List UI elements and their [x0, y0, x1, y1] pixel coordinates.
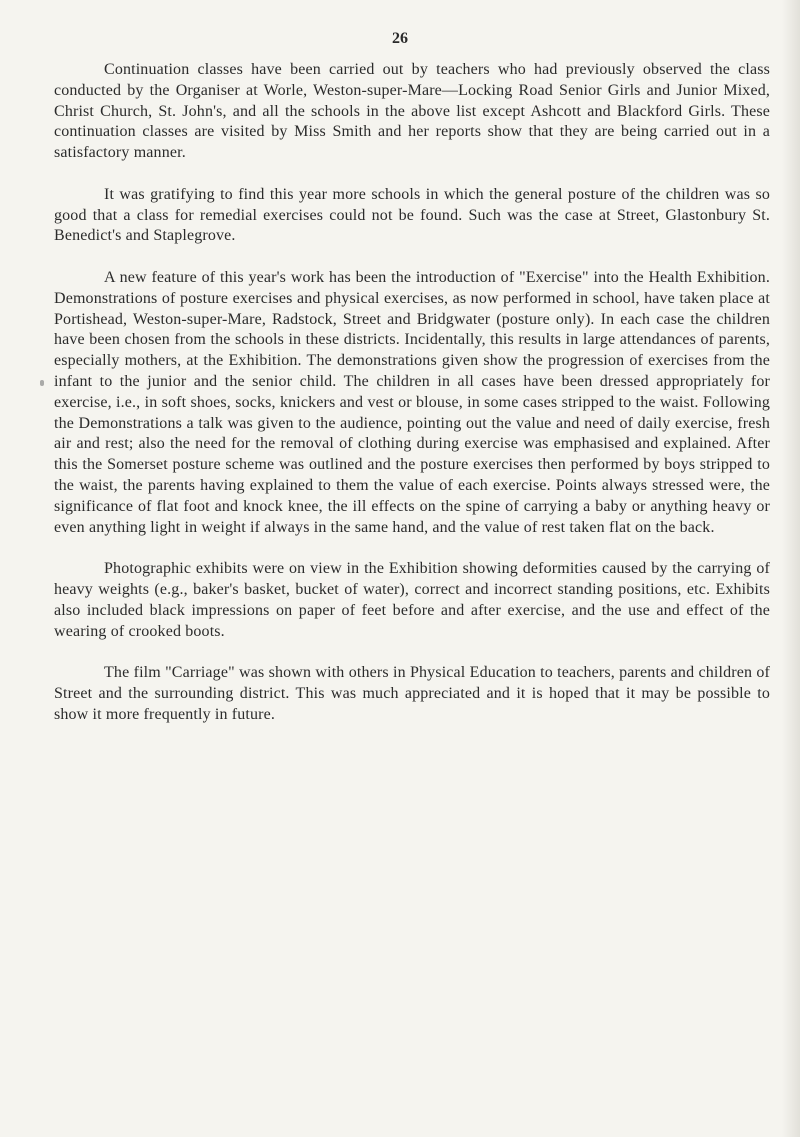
page-number: 26 — [392, 30, 408, 47]
document-body — [54, 60, 770, 746]
page-edge-shadow — [782, 0, 800, 1137]
paragraph-health-exhibition: A new feature of this year's work has been the introduction of "Exercise" into the Health Exhibition. Demonstrations of posture exercises and physical exercises, as now performed in school, have taken place at Portishead, Weston-super-Mare, Radstock, Street and Bridgwater (posture only). In each case the children have been chosen from the schools in these districts. Incidentally, this results in large attendances of parents, especially mothers, at the Exhibition. The demonstrations given show the progression of exercises from the infant to the junior and the senior child. The children in all cases have been dressed appropriately for exercise, i.e., in soft shoes, socks, knickers and vest or blouse, in some cases stripped to the waist. Following the Demonstrations a talk was given to the audience, pointing out the value and need of daily exercise, fresh air and rest; also the need for the removal of clothing during exercise was emphasised and explained. After this the Somerset posture scheme was outlined and the posture exercises then performed by boys stripped to the waist, the parents having explained to them the value of each exercise. Points always stressed were, the significance of flat foot and knock knee, the ill effects on the spine of carrying a baby or anything heavy or even anything light in weight if always in the same hand, and the value of rest taken flat on the back. — [54, 268, 770, 536]
paragraph-carriage-film: The film "Carriage" was shown with others in Physical Education to teachers, parents and children of Street and the surrounding district. This was much appreciated and it is hoped that it may be possible to show it more frequently in future. — [54, 664, 770, 723]
scan-speck — [40, 380, 44, 386]
paragraph-general-posture: It was gratifying to find this year more schools in which the general posture of the children was so good that a class for remedial exercises could not be found. Such was the case at Street, Glastonbury St. Benedict's and Staplegrove. — [54, 185, 770, 245]
paragraph-photographic-exhibits: Photographic exhibits were on view in the Exhibition showing deformities caused by the carrying of heavy weights (e.g., baker's basket, bucket of water), correct and incorrect standing positions, etc. Exhibits also included black impressions on paper of feet before and after exercise, and the use and effect of the wearing of crooked boots. — [54, 560, 770, 640]
paragraph-continuation-classes: Continuation classes have been carried out by teachers who had previously observed the class conducted by the Organiser at Worle, Weston-super-Mare—Locking Road Senior Girls and Junior Mixed, Christ Church, St. John's, and all the schools in the above list except Ashcott and Blackford Girls. These continuation classes are visited by Miss Smith and her reports show that they are being carried out in a satisfactory manner. — [54, 61, 770, 162]
